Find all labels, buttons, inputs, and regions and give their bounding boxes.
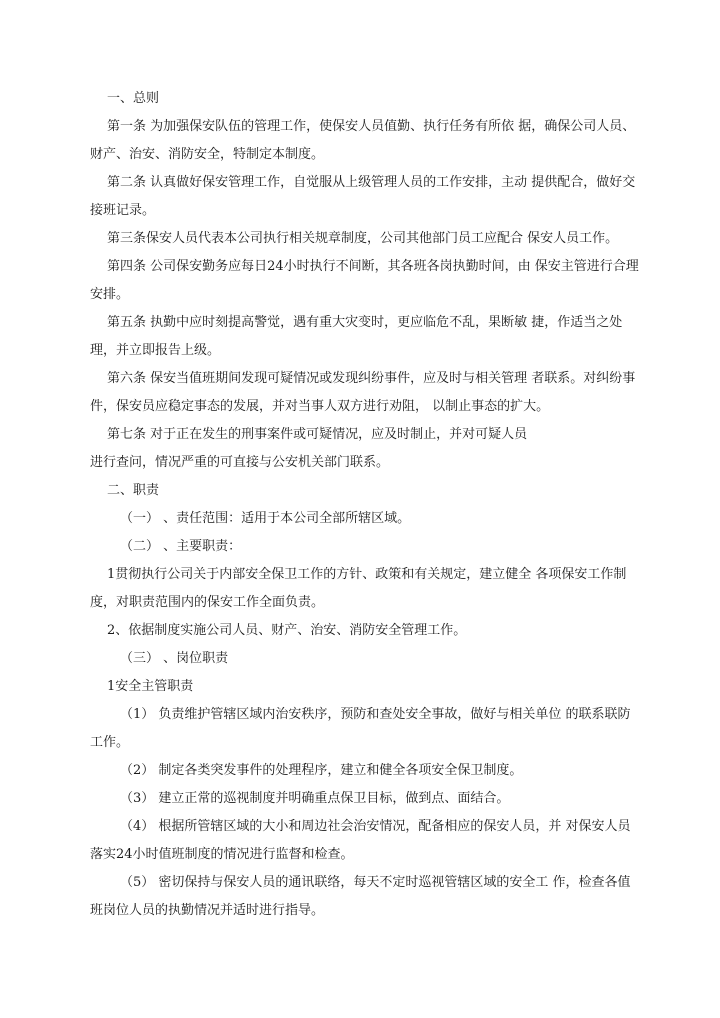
supervisor-item-5-line-2: 班岗位人员的执勤情况并适时进行指导。 (90, 903, 325, 918)
subsection-post-duties: （三） 、岗位职责 (120, 651, 229, 666)
article-4-line-2: 安排。 (90, 287, 130, 302)
article-3-line-1: 第三条保安人员代表本公司执行相关规章制度，公司其他部门员工应配合 保安人员工作。 (107, 231, 619, 246)
article-1-line-1: 第一条 为加强保安队伍的管理工作，使保安人员值勤、执行任务有所依 据，确保公司人员、 (107, 119, 636, 134)
supervisor-item-5-line-1: （5） 密切保持与保安人员的通讯联络，每天不定时巡视管辖区域的安全工 作，检查各值 (120, 875, 631, 890)
section-heading-general: 一、总则 (107, 91, 160, 106)
article-7-line-2: 进行查问，情况严重的可直接与公安机关部门联系。 (90, 455, 390, 470)
article-1-line-2: 财产、治安、消防安全，特制定本制度。 (90, 147, 325, 162)
security-supervisor-heading: 1安全主管职责 (107, 679, 194, 694)
article-5-line-2: 理，并立即报告上级。 (90, 343, 221, 358)
supervisor-item-4-line-1: （4） 根据所管辖区域的大小和周边社会治安情况，配备相应的保安人员，并 对保安人员 (120, 819, 631, 834)
article-4-line-1: 第四条 公司保安勤务应每日24小时执行不间断，其各班各岗执勤时间，由 保安主管进行合理 (107, 259, 639, 274)
supervisor-item-3: （3） 建立正常的巡视制度并明确重点保卫目标，做到点、面结合。 (120, 791, 510, 806)
supervisor-item-2: （2） 制定各类突发事件的处理程序，建立和健全各项安全保卫制度。 (120, 763, 523, 778)
subsection-scope: （一） 、责任范围：适用于本公司全部所辖区域。 (120, 511, 411, 526)
supervisor-item-1-line-1: （1） 负责维护管辖区域内治安秩序，预防和查处安全事故，做好与相关单位 的联系联防 (120, 707, 631, 722)
duty-1-line-1: 1贯彻执行公司关于内部安全保卫工作的方针、政策和有关规定，建立健全 各项保安工作制 (107, 567, 627, 582)
article-6-line-1: 第六条 保安当值班期间发现可疑情况或发现纠纷事件，应及时与相关管理 者联系。对纠纷事 (107, 371, 636, 386)
article-2-line-2: 接班记录。 (90, 203, 156, 218)
section-heading-duties: 二、职责 (107, 483, 160, 498)
article-7-line-1: 第七条 对于正在发生的刑事案件或可疑情况，应及时制止，并对可疑人员 (107, 427, 528, 442)
duty-1-line-2: 度，对职责范围内的保安工作全面负责。 (90, 595, 325, 610)
article-2-line-1: 第二条 认真做好保安管理工作，自觉服从上级管理人员的工作安排，主动 提供配合，做好交 (107, 175, 636, 190)
supervisor-item-4-line-2: 落实24小时值班制度的情况进行监督和检查。 (90, 847, 354, 862)
duty-2-line-1: 2、依据制度实施公司人员、财产、治安、消防安全管理工作。 (107, 623, 467, 638)
supervisor-item-1-line-2: 工作。 (90, 735, 130, 750)
article-5-line-1: 第五条 执勤中应时刻提高警觉，遇有重大灾变时，更应临危不乱，果断敏 捷，作适当之处 (107, 315, 623, 330)
article-6-line-2: 件，保安员应稳定事态的发展，并对当事人双方进行劝阻， 以制止事态的扩大。 (90, 399, 550, 414)
subsection-main-duties: （二） 、主要职责： (120, 539, 242, 554)
